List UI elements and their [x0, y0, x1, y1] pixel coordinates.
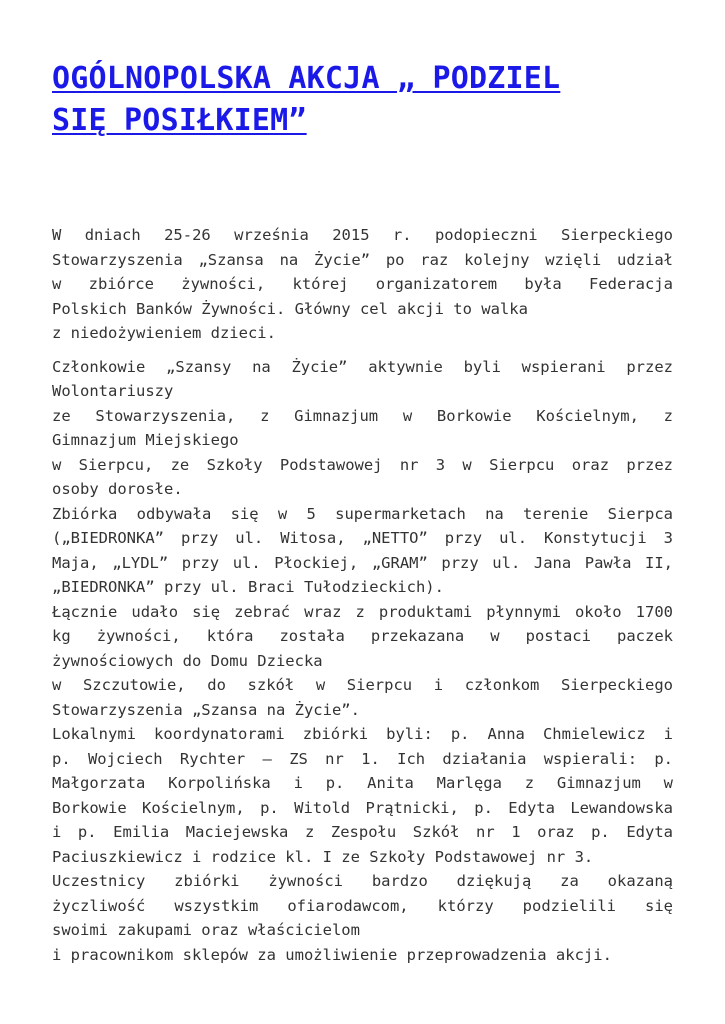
text-line: Polskich Banków Żywności. Główny cel akcji to walka: [52, 299, 528, 318]
text-line: osoby dorosłe.: [52, 480, 183, 498]
title-line: OGÓLNOPOLSKA AKCJA „ PODZIEL: [52, 61, 561, 96]
text-line: Zbiórka odbywała się w 5 supermarketach na terenie Sierpca: [52, 504, 673, 523]
text-line: Lokalnymi koordynatorami zbiórki byli: p. Anna Chmielewicz i: [52, 725, 673, 743]
text-line: Uczestnicy zbiórki żywności bardzo dziękują za okazaną: [52, 872, 673, 890]
text-line: w Sierpcu, ze Szkoły Podstawowej nr 3 w Sierpcu oraz przez: [52, 455, 673, 474]
text-line: Łącznie udało się zebrać wraz z produktami płynnymi około 1700: [52, 602, 673, 621]
text-line: życzliwość wszystkim ofiarodawcom, którzy podzielili się: [52, 896, 673, 915]
title-line: SIĘ POSIŁKIEM”: [52, 103, 307, 138]
text-line: Stowarzyszenia „Szansa na Życie”.: [52, 700, 360, 719]
text-line: żywnościowych do Domu Dziecka: [52, 651, 323, 670]
text-line: w zbiórce żywności, której organizatorem była Federacja: [52, 275, 673, 293]
article-title-link[interactable]: [52, 58, 673, 142]
text-line: kg żywności, która została przekazana w postaci paczek: [52, 627, 673, 645]
text-line: Borkowie Kościelnym, p. Witold Prątnicki, p. Edyta Lewandowska: [52, 798, 673, 817]
text-line: Stowarzyszenia „Szansa na Życie” po raz kolejny wzięli udział: [52, 250, 673, 269]
text-line: swoimi zakupami oraz właścicielom: [52, 921, 360, 939]
text-line: Małgorzata Korpolińska i p. Anita Marlęga z Gimnazjum w: [52, 774, 673, 792]
text-line: ze Stowarzyszenia, z Gimnazjum w Borkowie Kościelnym, z: [52, 406, 673, 425]
document-page: [52, 58, 673, 967]
text-line: i pracownikom sklepów za umożliwienie przeprowadzenia akcji.: [52, 945, 612, 964]
text-line: Paciuszkiewicz i rodzice kl. I ze Szkoły Podstawowej nr 3.: [52, 847, 594, 866]
text-line: i p. Emilia Maciejewska z Zespołu Szkół nr 1 oraz p. Edyta: [52, 823, 673, 841]
paragraph-1: [52, 223, 673, 346]
text-line: Wolontariuszy: [52, 382, 174, 400]
text-line: „BIEDRONKA” przy ul. Braci Tułodzieckich).: [52, 578, 444, 596]
text-line: W dniach 25-26 września 2015 r. podopieczni Sierpeckiego: [52, 226, 673, 244]
text-line: Maja, „LYDL” przy ul. Płockiej, „GRAM” przy ul. Jana Pawła II,: [52, 553, 673, 572]
paragraph-2: [52, 355, 673, 968]
text-line: w Szczutowie, do szkół w Sierpcu i członkom Sierpeckiego: [52, 676, 673, 694]
text-line: („BIEDRONKA” przy ul. Witosa, „NETTO” przy ul. Konstytucji 3: [52, 529, 673, 547]
text-line: Członkowie „Szansy na Życie” aktywnie byli wspierani przez: [52, 357, 673, 376]
text-line: z niedożywieniem dzieci.: [52, 324, 276, 342]
text-line: Gimnazjum Miejskiego: [52, 431, 239, 449]
article-title: [52, 58, 673, 142]
text-line: p. Wojciech Rychter – ZS nr 1. Ich działania wspierali: p.: [52, 749, 673, 768]
